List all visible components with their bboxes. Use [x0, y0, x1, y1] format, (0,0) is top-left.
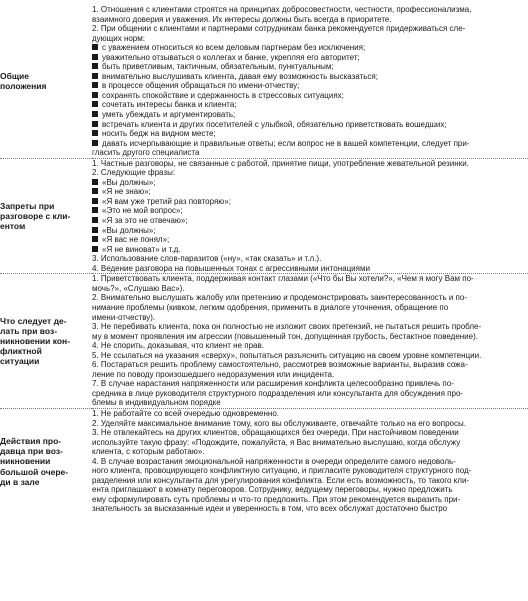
bullet-item — [92, 187, 528, 197]
square-bullet-icon — [92, 82, 98, 88]
bullet-item — [92, 72, 528, 82]
section-row-general — [0, 5, 528, 158]
text-line — [92, 313, 528, 323]
section-body — [92, 274, 528, 409]
text-line — [92, 148, 528, 158]
line-text: быть приветливым, тактичным, обязательным, пунктуальным; — [102, 62, 334, 72]
line-text: нимание проблемы (кивком, легким одобрения, применить в диалоге уточнения, обращение по — [92, 302, 449, 312]
bullet-item — [92, 100, 528, 110]
square-bullet-icon — [92, 111, 98, 117]
section-title — [0, 274, 92, 409]
text-line — [92, 409, 528, 419]
section-title-line: давца при воз- — [0, 446, 63, 457]
text-line — [92, 264, 528, 274]
bullet-item — [92, 245, 528, 255]
line-text: 6. Постараться решить проблему самостоятельно, рассмотрев возможные варианты, выразив сожа- — [92, 360, 468, 370]
line-text: «Вы должны»; — [102, 225, 156, 235]
line-text: «Я вас не понял»; — [102, 235, 170, 245]
line-text: 3. Использование слов-паразитов («ну», «так сказать» и т.л.). — [92, 254, 322, 264]
bullet-item — [92, 235, 528, 245]
line-text: клиента, с которым работаю». — [92, 447, 205, 457]
line-text: мочь?», «Слушаю Вас»). — [92, 283, 185, 293]
section-title-line: большой очере- — [0, 466, 69, 477]
bullet-item — [92, 120, 528, 130]
square-bullet-icon — [92, 188, 98, 194]
section-row-conflict — [0, 274, 528, 409]
square-bullet-icon — [92, 73, 98, 79]
line-text: «Я не виноват» и т.д. — [102, 244, 181, 254]
line-text: с уважением относиться ко всем деловым партнерам без исключения; — [102, 43, 366, 53]
line-text: сочетать интересы банка и клиента; — [102, 100, 237, 110]
line-text: ента приглашают в комнату переговоров. Сотруднику, ведущему переговоры, нужно предложить — [92, 485, 453, 495]
text-line — [92, 389, 528, 399]
text-line — [92, 293, 528, 303]
square-bullet-icon — [92, 236, 98, 242]
bullet-item — [92, 62, 528, 72]
line-text: дующих норм: — [92, 33, 145, 43]
square-bullet-icon — [92, 246, 98, 252]
square-bullet-icon — [92, 63, 98, 69]
line-text: знательность за высказанные идеи и уверенность в том, что всех обслужат достаточно быстро — [92, 504, 448, 514]
text-line — [92, 447, 528, 457]
bullet-item — [92, 91, 528, 101]
bullet-item — [92, 129, 528, 139]
line-text: сохранять спокойствие и сдержанность в стрессовых ситуациях; — [102, 90, 344, 100]
line-text: «Вы должны»; — [102, 177, 156, 187]
line-text: 7. В случае нарастания напряженности или расширения конфликта целесообразно привлечь по- — [92, 379, 454, 389]
line-text: 2. Внимательно выслушать жалобу или претензию и продемонстрировать заинтересованность и по- — [92, 293, 467, 303]
text-line — [92, 485, 528, 495]
line-text: имени-отчеству). — [92, 312, 156, 322]
bullet-item — [92, 197, 528, 207]
section-title — [0, 408, 92, 514]
text-line — [92, 322, 528, 332]
section-title-line: лать при воз- — [0, 325, 58, 336]
text-line — [92, 24, 528, 34]
text-line — [92, 428, 528, 438]
line-text: 1. Не работайте со всей очередью одновременно. — [92, 408, 279, 418]
line-text: 1. Частные разговоры, не связанные с работой, принятие пищи, употребление жевательной резинки. — [92, 158, 469, 168]
line-text: 2. Следующие фразы: — [92, 168, 176, 178]
rules-table — [0, 5, 528, 514]
text-line — [92, 168, 528, 178]
line-text: уважительно отзываться о коллегах и банке, укрепляя его авторитет; — [102, 52, 360, 62]
text-line — [92, 370, 528, 380]
section-title-line: никновении — [0, 456, 51, 467]
text-line — [92, 379, 528, 389]
text-line — [92, 398, 528, 408]
text-line — [92, 303, 528, 313]
square-bullet-icon — [92, 207, 98, 213]
section-body — [92, 158, 528, 274]
section-body — [92, 408, 528, 514]
line-text: гласить другого специалиста — [92, 148, 200, 158]
bullet-item — [92, 139, 528, 149]
line-text: «Это не мой вопрос»; — [102, 206, 183, 216]
bullet-item — [92, 53, 528, 63]
square-bullet-icon — [92, 121, 98, 127]
line-text: «Я не знаю»; — [102, 187, 151, 197]
section-body — [92, 5, 528, 158]
text-line — [92, 341, 528, 351]
text-line — [92, 274, 528, 284]
section-title — [0, 5, 92, 158]
text-line — [92, 438, 528, 448]
line-text: «Я вам уже третий раз повторяю»; — [102, 196, 231, 206]
bullet-item — [92, 226, 528, 236]
square-bullet-icon — [92, 217, 98, 223]
square-bullet-icon — [92, 101, 98, 107]
line-text: 2. При общении с клиентами и партнерами сотрудникам банка рекомендуется придерживаться сле- — [92, 24, 466, 34]
square-bullet-icon — [92, 179, 98, 185]
line-text: 4. В случае возрастания эмоциональной напряженности в очереди определите самого недоволь- — [92, 456, 456, 466]
section-title — [0, 158, 92, 274]
section-row-prohibitions — [0, 158, 528, 274]
line-text: блемы в индивидуальном порядке — [92, 398, 221, 408]
line-text: 1. Отношения с клиентами строятся на принципах добросовестности, честности, профессионализма, — [92, 5, 472, 14]
section-title-line: ситуации — [0, 356, 40, 367]
text-line — [92, 254, 528, 264]
line-text: ление по поводу произошедшего недоразумения или инцидента. — [92, 369, 335, 379]
section-row-queue — [0, 408, 528, 514]
line-text: внимательно выслушивать клиента, давая ему возможность высказаться; — [102, 71, 378, 81]
section-title-line: ди в зале — [0, 476, 40, 487]
line-text: используйте такую фразу: «Подождите, пожалуйста, я Вас внимательно выслушаю, когда обслужу — [92, 437, 461, 447]
square-bullet-icon — [92, 130, 98, 136]
square-bullet-icon — [92, 92, 98, 98]
square-bullet-icon — [92, 198, 98, 204]
bullet-item — [92, 81, 528, 91]
text-line — [92, 419, 528, 429]
section-title-line: Запреты при — [0, 200, 55, 211]
line-text: 3. Не отвлекайтесь на других клиентов, обращающихся без очереди. При настойчивом поведении — [92, 428, 459, 438]
bullet-item — [92, 206, 528, 216]
section-title-line: разговоре с кли- — [0, 210, 71, 221]
line-text: 3. Не перебивать клиента, пока он полностью не изложит своих претензий, не пытаться решить пробле- — [92, 322, 482, 332]
text-line — [92, 466, 528, 476]
square-bullet-icon — [92, 54, 98, 60]
text-line — [92, 495, 528, 505]
text-line — [92, 159, 528, 169]
line-text: 4. Не спорить, доказывая, что клиент не прав. — [92, 341, 264, 351]
text-line — [92, 457, 528, 467]
bullet-item — [92, 43, 528, 53]
text-line — [92, 504, 528, 514]
section-title-line: Действия про- — [0, 435, 62, 446]
text-line — [92, 360, 528, 370]
line-text: «Я за это не отвечаю»; — [102, 216, 188, 226]
text-line — [92, 15, 528, 25]
bullet-item — [92, 216, 528, 226]
line-text: встречать клиента и других посетителей с улыбкой, обязательно приветствовать вошедших; — [102, 119, 447, 129]
square-bullet-icon — [92, 227, 98, 233]
line-text: средника в лице руководителя структурного подразделения или консультанта для обсуждения про- — [92, 388, 464, 398]
bullet-item — [92, 110, 528, 120]
text-line — [92, 34, 528, 44]
line-text: в процессе общения обращаться по имени-отчеству; — [102, 81, 300, 91]
line-text: му в момент проявления им агрессии (повышенный тон, допущенная грубость, бестактное поведение). — [92, 331, 478, 341]
line-text: носить бедж на видном месте; — [102, 129, 216, 139]
text-line — [92, 332, 528, 342]
line-text: давать исчерпывающие и правильные ответы; если вопрос не в вашей компетенции, следует при- — [102, 138, 470, 148]
text-line — [92, 5, 528, 15]
bullet-item — [92, 178, 528, 188]
line-text: ного клиента, провоцирующего конфликтную ситуацию, и пригласите руководителя структурного под- — [92, 466, 472, 476]
line-text: взаимного доверия и уважения. Их интересы должны быть всегда в приоритете. — [92, 14, 392, 24]
line-text: уметь убеждать и аргументировать; — [102, 110, 236, 120]
line-text: 2. Уделяйте максимальное внимание тому, кого вы обслуживаете, отвечайте только на его вопросы. — [92, 418, 466, 428]
text-line — [92, 351, 528, 361]
section-title-line: положения — [0, 81, 47, 92]
section-title-line: Что следует де- — [0, 315, 67, 326]
line-text: ему сформулировать суть проблемы и что-то предложить. При этом рекомендуется выразить при- — [92, 494, 461, 504]
section-title-line: фликтной — [0, 346, 42, 357]
line-text: 5. Не ссылаться на указания «сверху», попытаться разъяснить ситуацию на своем уровне компетенции. — [92, 350, 482, 360]
square-bullet-icon — [92, 44, 98, 50]
line-text: разделения или консультанта для урегулирования конфликта. Если есть возможность, то такого кли- — [92, 475, 470, 485]
section-title-line: ентом — [0, 221, 26, 232]
rules-table-body — [0, 5, 528, 514]
section-title-line: никновении кон- — [0, 336, 71, 347]
section-title-line: Общие — [0, 71, 29, 82]
text-line — [92, 284, 528, 294]
text-line — [92, 476, 528, 486]
line-text: 4. Ведение разговора на повышенных тонах с агрессивными интонациями — [92, 263, 370, 273]
line-text: 1. Приветствовать клиента, поддерживая контакт глазами («Что бы Вы хотели?», «Чем я могу Вам по- — [92, 274, 474, 284]
square-bullet-icon — [92, 140, 98, 146]
